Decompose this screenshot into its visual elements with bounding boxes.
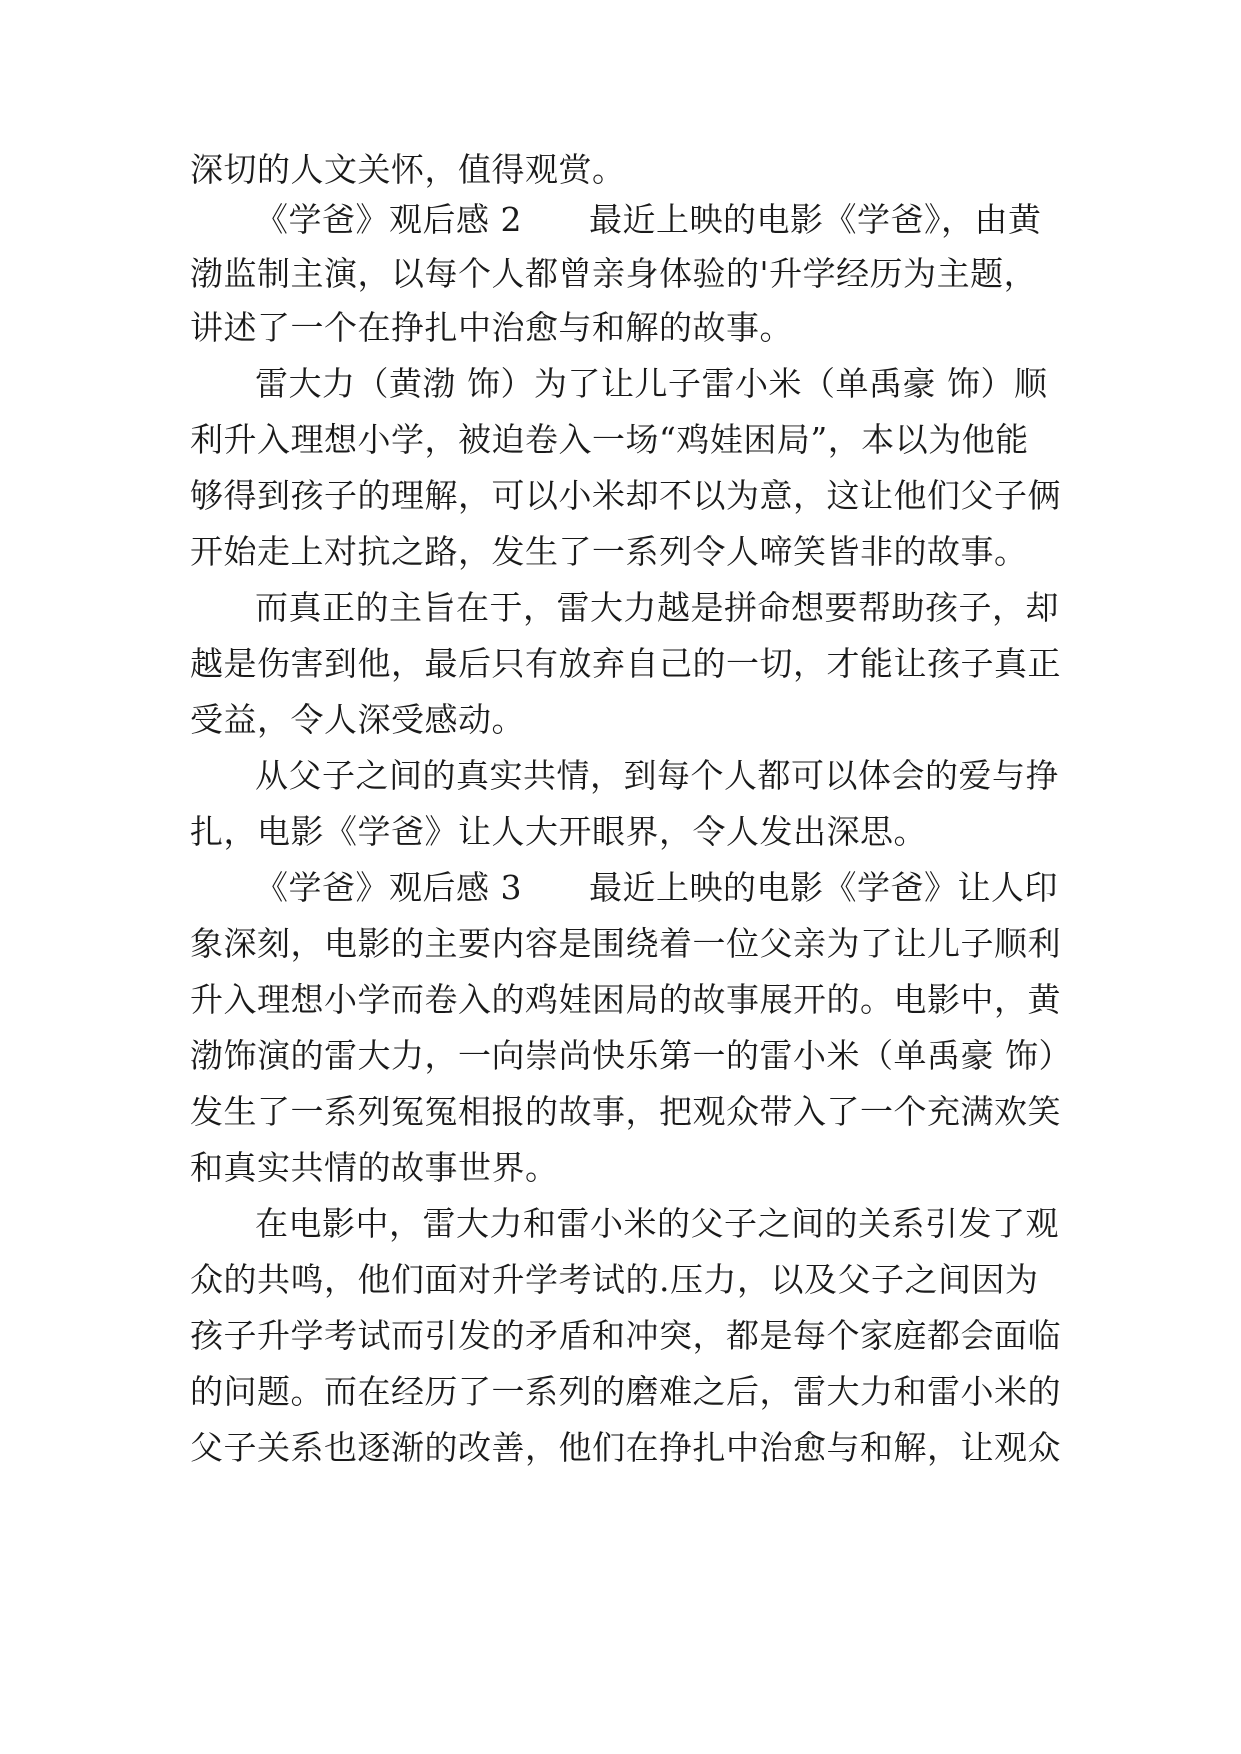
text-line: 发生了一系列冤冤相报的故事，把观众带入了一个充满欢笑	[190, 1092, 1061, 1131]
text-line: 讲述了一个在挣扎中治愈与和解的故事。	[190, 308, 793, 347]
text-line: 受益，令人深受感动。	[190, 700, 525, 739]
text-line: 在电影中，雷大力和雷小米的父子之间的关系引发了观	[255, 1204, 1059, 1243]
text-line: 深切的人文关怀，值得观赏。	[190, 150, 626, 189]
text-line: 的问题。而在经历了一系列的磨难之后，雷大力和雷小米的	[190, 1372, 1061, 1411]
text-line: 够得到孩子的理解，可以小米却不以为意，这让他们父子俩	[190, 476, 1061, 515]
text-line: 开始走上对抗之路，发生了一系列令人啼笑皆非的故事。	[190, 532, 1028, 571]
text-line: 利升入理想小学，被迫卷入一场“鸡娃困局”，本以为他能	[190, 420, 1029, 459]
text-line: 和真实共情的故事世界。	[190, 1148, 559, 1187]
text-line: 渤饰演的雷大力，一向崇尚快乐第一的雷小米（单禹豪 饰）	[190, 1036, 1072, 1075]
text-line: 升入理想小学而卷入的鸡娃困局的故事展开的。电影中，黄	[190, 980, 1061, 1019]
text-line: 扎，电影《学爸》让人大开眼界，令人发出深思。	[190, 812, 927, 851]
text-line: 象深刻，电影的主要内容是围绕着一位父亲为了让儿子顺利	[190, 924, 1061, 963]
text-line: 《学爸》观后感 3 最近上映的电影《学爸》让人印	[255, 868, 1058, 907]
text-line: 孩子升学考试而引发的矛盾和冲突，都是每个家庭都会面临	[190, 1316, 1061, 1355]
text-line: 越是伤害到他，最后只有放弃自己的一切，才能让孩子真正	[190, 644, 1061, 683]
text-line: 而真正的主旨在于，雷大力越是拼命想要帮助孩子，却	[255, 588, 1059, 627]
text-line: 渤监制主演，以每个人都曾亲身体验的'升学经历为主题，	[190, 254, 1038, 293]
text-line: 从父子之间的真实共情，到每个人都可以体会的爱与挣	[255, 756, 1059, 795]
text-line: 众的共鸣，他们面对升学考试的.压力，以及父子之间因为	[190, 1260, 1039, 1299]
text-line: 《学爸》观后感 2 最近上映的电影《学爸》，由黄	[255, 200, 1042, 239]
text-line: 父子关系也逐渐的改善，他们在挣扎中治愈与和解，让观众	[190, 1428, 1061, 1467]
text-line: 雷大力（黄渤 饰）为了让儿子雷小米（单禹豪 饰）顺	[255, 364, 1048, 403]
